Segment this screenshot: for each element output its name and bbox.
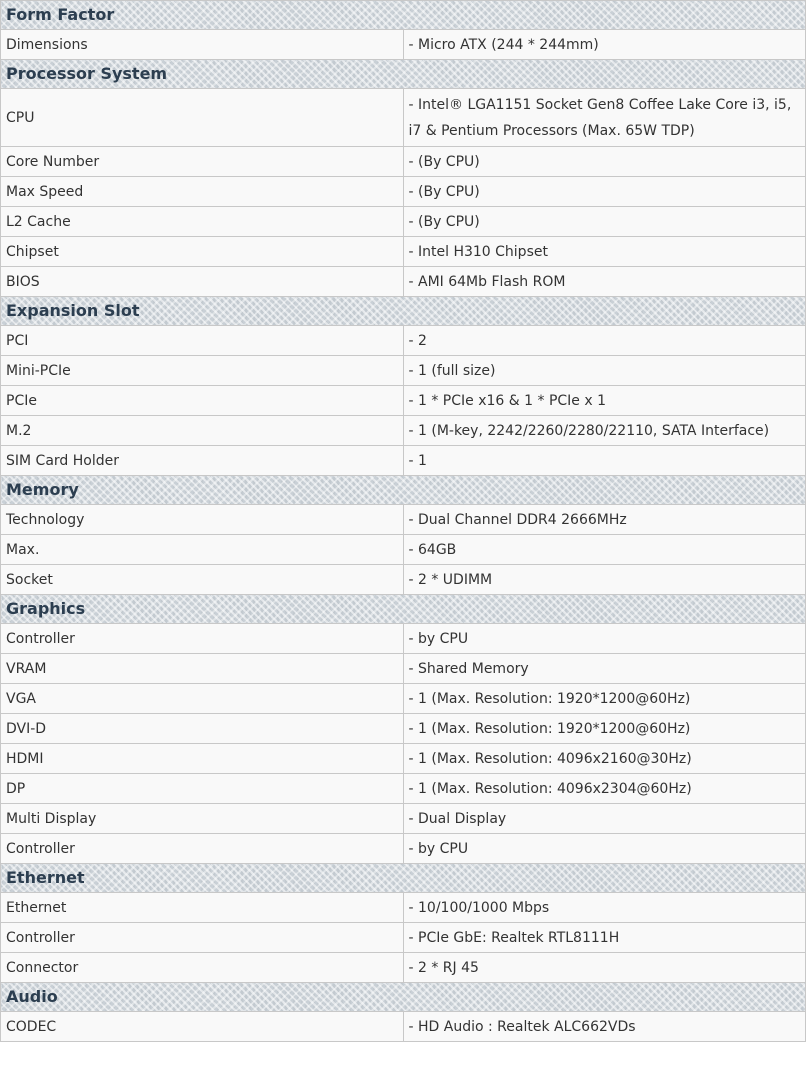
spec-row-pcie: [1, 386, 806, 416]
spec-row-technology: [1, 505, 806, 535]
spec-label: Socket: [1, 565, 404, 595]
spec-row-sim-card-holder: [1, 446, 806, 476]
section-title: Ethernet: [6, 868, 85, 887]
section-title-cell: [1, 864, 806, 893]
spec-value: - 1: [403, 446, 806, 476]
spec-label: Max.: [1, 535, 404, 565]
spec-row-chipset: [1, 237, 806, 267]
spec-value: - 2 * RJ 45: [403, 953, 806, 983]
spec-label: Controller: [1, 923, 404, 953]
spec-value: - Intel H310 Chipset: [403, 237, 806, 267]
spec-row-controller: [1, 624, 806, 654]
section-header-graphics: [1, 595, 806, 624]
spec-label: Mini-PCIe: [1, 356, 404, 386]
spec-label: HDMI: [1, 744, 404, 774]
spec-value: - 1 * PCIe x16 & 1 * PCIe x 1: [403, 386, 806, 416]
spec-row-multi-display: [1, 804, 806, 834]
spec-value: - 1 (Max. Resolution: 4096x2160@30Hz): [403, 744, 806, 774]
spec-row-max-speed: [1, 177, 806, 207]
spec-label: Multi Display: [1, 804, 404, 834]
spec-table-body: [1, 1, 806, 1042]
spec-value: - (By CPU): [403, 177, 806, 207]
spec-label: Dimensions: [1, 30, 404, 60]
spec-value: - (By CPU): [403, 207, 806, 237]
spec-row-core-number: [1, 147, 806, 177]
spec-label: Connector: [1, 953, 404, 983]
spec-value: - 64GB: [403, 535, 806, 565]
spec-label: PCI: [1, 326, 404, 356]
spec-value: - (By CPU): [403, 147, 806, 177]
spec-value: - 1 (full size): [403, 356, 806, 386]
section-header-audio: [1, 983, 806, 1012]
spec-value: - 1 (Max. Resolution: 1920*1200@60Hz): [403, 684, 806, 714]
section-title-cell: [1, 595, 806, 624]
spec-label: Ethernet: [1, 893, 404, 923]
section-title: Graphics: [6, 599, 86, 618]
spec-label: M.2: [1, 416, 404, 446]
spec-row-dvi-d: [1, 714, 806, 744]
spec-value: - by CPU: [403, 834, 806, 864]
spec-row-l2-cache: [1, 207, 806, 237]
spec-value: - 2 * UDIMM: [403, 565, 806, 595]
spec-value: - 2: [403, 326, 806, 356]
spec-row-connector: [1, 953, 806, 983]
spec-value: - Shared Memory: [403, 654, 806, 684]
spec-row-dp: [1, 774, 806, 804]
section-title-cell: [1, 476, 806, 505]
section-header-processor-system: [1, 60, 806, 89]
spec-row-m-2: [1, 416, 806, 446]
section-title: Expansion Slot: [6, 301, 140, 320]
spec-label: Max Speed: [1, 177, 404, 207]
spec-row-controller: [1, 834, 806, 864]
spec-label: L2 Cache: [1, 207, 404, 237]
spec-row-pci: [1, 326, 806, 356]
section-header-memory: [1, 476, 806, 505]
spec-label: BIOS: [1, 267, 404, 297]
section-title-cell: [1, 297, 806, 326]
spec-value: - Micro ATX (244 * 244mm): [403, 30, 806, 60]
spec-label: PCIe: [1, 386, 404, 416]
spec-label: VGA: [1, 684, 404, 714]
spec-row-socket: [1, 565, 806, 595]
section-header-ethernet: [1, 864, 806, 893]
section-header-form-factor: [1, 1, 806, 30]
spec-row-vga: [1, 684, 806, 714]
section-title: Processor System: [6, 64, 168, 83]
spec-row-codec: [1, 1012, 806, 1042]
spec-value: - by CPU: [403, 624, 806, 654]
spec-value: - HD Audio : Realtek ALC662VDs: [403, 1012, 806, 1042]
spec-value: - Dual Display: [403, 804, 806, 834]
section-header-expansion-slot: [1, 297, 806, 326]
spec-value: - 1 (M-key, 2242/2260/2280/22110, SATA Interface): [403, 416, 806, 446]
spec-label: Controller: [1, 834, 404, 864]
spec-row-hdmi: [1, 744, 806, 774]
spec-label: CPU: [1, 89, 404, 147]
spec-label: Chipset: [1, 237, 404, 267]
spec-row-max: [1, 535, 806, 565]
spec-label: VRAM: [1, 654, 404, 684]
spec-row-vram: [1, 654, 806, 684]
spec-label: DP: [1, 774, 404, 804]
section-title: Memory: [6, 480, 79, 499]
spec-row-mini-pcie: [1, 356, 806, 386]
spec-row-dimensions: [1, 30, 806, 60]
section-title-cell: [1, 1, 806, 30]
spec-row-controller: [1, 923, 806, 953]
spec-label: Core Number: [1, 147, 404, 177]
spec-row-ethernet: [1, 893, 806, 923]
spec-value: - 1 (Max. Resolution: 4096x2304@60Hz): [403, 774, 806, 804]
spec-value: - 1 (Max. Resolution: 1920*1200@60Hz): [403, 714, 806, 744]
spec-label: CODEC: [1, 1012, 404, 1042]
spec-row-bios: [1, 267, 806, 297]
spec-label: Controller: [1, 624, 404, 654]
section-title: Audio: [6, 987, 58, 1006]
spec-value: - Dual Channel DDR4 2666MHz: [403, 505, 806, 535]
spec-value: - Intel® LGA1151 Socket Gen8 Coffee Lake Core i3, i5, i7 & Pentium Processors (Max. 65W TDP): [403, 89, 806, 147]
spec-value: - AMI 64Mb Flash ROM: [403, 267, 806, 297]
spec-value: - 10/100/1000 Mbps: [403, 893, 806, 923]
section-title-cell: [1, 983, 806, 1012]
spec-label: Technology: [1, 505, 404, 535]
section-title-cell: [1, 60, 806, 89]
spec-value: - PCIe GbE: Realtek RTL8111H: [403, 923, 806, 953]
section-title: Form Factor: [6, 5, 115, 24]
spec-row-cpu: [1, 89, 806, 147]
spec-label: SIM Card Holder: [1, 446, 404, 476]
spec-label: DVI-D: [1, 714, 404, 744]
